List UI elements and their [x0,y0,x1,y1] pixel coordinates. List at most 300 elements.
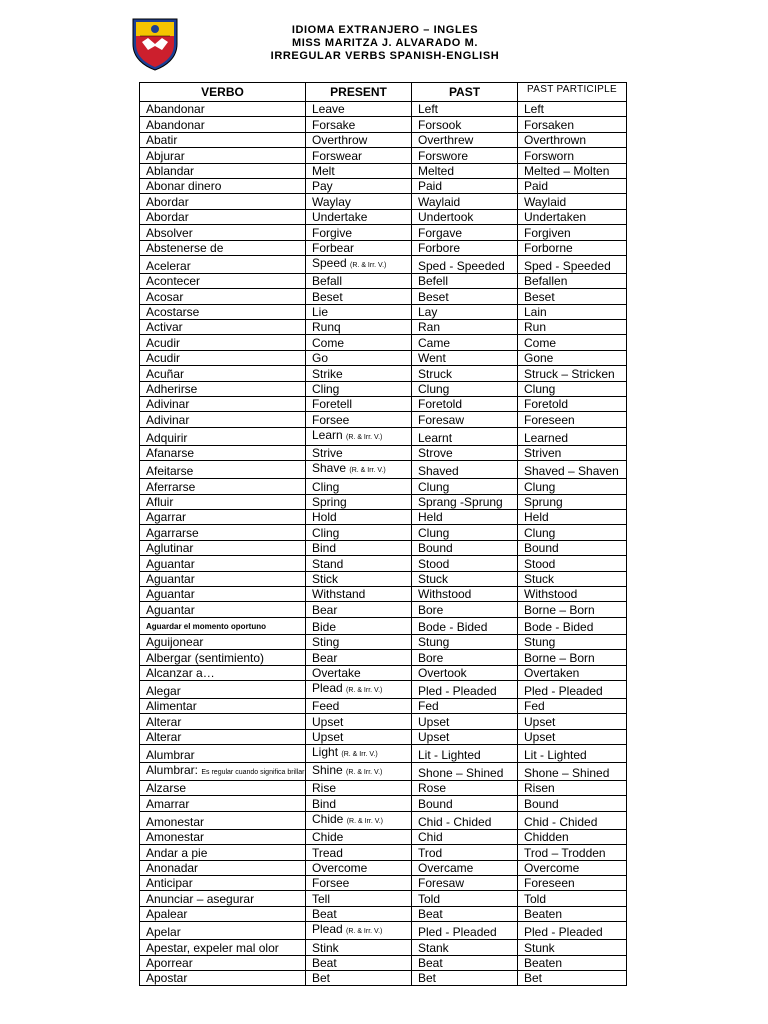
present-cell-text: Tell [312,891,331,906]
table-row [140,571,627,586]
verb-cell-text: Agarrarse [146,525,199,540]
present-cell-text: Stick [312,571,339,586]
past-cell [412,255,518,273]
past-participle-cell-text: Clung [524,525,556,540]
table-row [140,427,627,445]
table-row [140,970,627,985]
past-cell-text: Left [418,102,439,117]
past-cell-text: Pled - Pleaded [418,925,497,940]
present-cell-text: Forsee [312,876,350,891]
past-participle-cell [518,350,627,365]
present-cell [306,650,412,665]
past-cell-text: Upset [418,714,450,729]
present-cell-text: Learn [312,427,343,442]
past-cell [412,680,518,698]
past-participle-cell [518,617,627,634]
table-row [140,829,627,844]
verb-cell [140,102,306,117]
present-cell-text: Foretell [312,397,353,412]
past-cell [412,602,518,617]
past-participle-cell [518,289,627,304]
present-cell-text: Light [312,745,339,760]
verb-cell-text: Anonadar [146,861,199,876]
past-participle-cell [518,178,627,193]
past-participle-cell-text: Clung [524,479,556,494]
verb-cell [140,178,306,193]
present-cell-text: Forgive [312,225,353,240]
past-participle-cell [518,891,627,906]
past-participle-cell-text: Sped - Speeded [524,258,611,273]
past-cell [412,763,518,781]
past-cell-text: Clung [418,382,450,397]
past-participle-cell [518,955,627,970]
past-cell [412,729,518,744]
past-participle-cell [518,273,627,288]
past-participle-cell-text: Bound [524,541,559,556]
verb-cell-text: Afeitarse [146,464,194,479]
past-participle-cell-text: Lit - Lighted [524,748,587,763]
table-row [140,412,627,427]
present-cell [306,412,412,427]
present-cell [306,240,412,255]
past-participle-cell-text: Overthrown [524,133,587,148]
past-cell-text: Pled - Pleaded [418,683,497,698]
present-cell-text: Bind [312,541,337,556]
header-teacher: MISS MARITZA J. ALVARADO M. [291,37,479,49]
present-cell [306,117,412,132]
past-cell-text: Lay [418,305,438,320]
past-participle-cell-text: Shaved – Shaven [524,464,619,479]
verb-cell [140,665,306,680]
past-cell [412,350,518,365]
past-cell [412,634,518,649]
past-cell-text: Overtook [418,665,467,680]
table-row [140,335,627,350]
past-participle-cell-text: Stuck [524,571,555,586]
verb-cell [140,617,306,634]
table-row [140,163,627,178]
past-cell [412,289,518,304]
verb-cell-text: Aguantar [146,556,195,571]
verb-cell [140,209,306,224]
past-participle-cell [518,335,627,350]
verb-cell-text: Adquirir [146,430,188,445]
past-cell [412,102,518,117]
verb-cell [140,745,306,763]
table-row [140,350,627,365]
verb-cell-text: Aguantar [146,602,195,617]
past-participle-cell [518,680,627,698]
table-row [140,381,627,396]
present-cell [306,811,412,829]
present-cell-text: Chide [312,830,344,845]
past-cell [412,745,518,763]
verb-cell [140,132,306,147]
present-cell-text: Bide [312,619,337,634]
verb-cell [140,906,306,921]
past-cell-text: Chid [418,830,443,845]
table-row [140,680,627,698]
past-participle-cell-text: Held [524,510,549,525]
past-participle-cell-text: Upset [524,714,556,729]
past-participle-cell-text: Foreseen [524,876,575,891]
present-cell [306,494,412,509]
present-cell [306,381,412,396]
past-cell-text: Clung [418,525,450,540]
present-cell-text: Hold [312,510,337,525]
present-cell [306,304,412,319]
past-participle-cell-text: Chidden [524,830,569,845]
past-participle-cell-text: Stung [524,635,556,650]
verb-cell [140,366,306,381]
verb-cell-note: Es regular cuando significa brillar [201,769,305,777]
table-row [140,650,627,665]
table-row [140,891,627,906]
past-cell-text: Came [418,335,451,350]
past-participle-cell-text: Withstood [524,587,578,602]
past-participle-cell [518,845,627,860]
past-cell [412,906,518,921]
table-row [140,366,627,381]
verb-cell [140,891,306,906]
table-row [140,525,627,540]
verb-cell-text: Aguijonear [146,635,204,650]
verb-cell [140,397,306,412]
present-cell-text: Stink [312,940,339,955]
present-cell-note: (R. & Irr. V.) [350,261,387,269]
past-cell [412,366,518,381]
past-cell-text: Learnt [418,430,453,445]
table-row [140,698,627,713]
verb-cell [140,461,306,479]
table-row [140,178,627,193]
present-cell-text: Sting [312,635,340,650]
present-cell [306,955,412,970]
past-participle-cell [518,381,627,396]
present-cell [306,525,412,540]
present-cell [306,209,412,224]
past-participle-cell-text: Struck – Stricken [524,366,615,381]
past-cell-text: Stung [418,635,450,650]
past-cell-text: Shaved [418,464,459,479]
table-header-row [140,83,627,102]
past-cell [412,650,518,665]
verb-cell [140,845,306,860]
past-cell-text: Held [418,510,443,525]
past-cell [412,940,518,955]
table-row [140,194,627,209]
present-cell [306,876,412,891]
past-cell-text: Went [418,351,446,366]
verb-cell [140,163,306,178]
column-header-past-participle: PAST PARTICIPLE [518,83,627,102]
present-cell-text: Shine [312,763,343,778]
past-participle-cell [518,132,627,147]
past-cell [412,132,518,147]
present-cell [306,602,412,617]
verb-cell-text: Abatir [146,133,178,148]
verb-cell-text: Apalear [146,907,188,922]
past-cell-text: Told [418,891,441,906]
past-participle-cell [518,602,627,617]
past-participle-cell-text: Stunk [524,940,555,955]
verb-cell-text: Afanarse [146,446,195,461]
past-cell [412,698,518,713]
past-participle-cell [518,397,627,412]
past-cell [412,304,518,319]
present-cell [306,970,412,985]
past-participle-cell [518,698,627,713]
table-row [140,556,627,571]
present-cell-note: (R. & Irr. V.) [346,769,383,777]
header-title: IRREGULAR VERBS SPANISH-ENGLISH [270,50,500,62]
past-cell-text: Stood [418,556,450,571]
verb-cell [140,680,306,698]
past-participle-cell-text: Clung [524,382,556,397]
present-cell [306,906,412,921]
present-cell-text: Shave [312,461,347,476]
past-participle-cell [518,255,627,273]
verb-cell-text: Albergar (sentimiento) [146,650,265,665]
verb-cell-text: Apestar, expeler mal olor [146,940,279,955]
present-cell-text: Rise [312,781,337,796]
verb-cell-text: Abonar dinero [146,179,222,194]
past-participle-cell-text: Foreseen [524,412,575,427]
column-header-past: PAST [412,83,518,102]
past-participle-cell-text: Lain [524,305,547,320]
verb-cell-text: Amarrar [146,796,190,811]
verb-cell [140,304,306,319]
past-cell-text: Shone – Shined [418,766,504,781]
past-cell [412,225,518,240]
present-cell [306,940,412,955]
table-body [140,102,627,986]
past-cell [412,796,518,811]
present-cell-text: Bet [312,971,331,986]
past-cell-text: Foretold [418,397,463,412]
present-cell-text: Overthrow [312,133,368,148]
verb-cell-text: Abordar [146,210,189,225]
past-cell-text: Bet [418,971,437,986]
present-cell-text: Overtake [312,665,361,680]
past-cell-text: Withstood [418,587,472,602]
past-cell-text: Upset [418,730,450,745]
past-participle-cell [518,763,627,781]
present-cell-text: Withstand [312,587,366,602]
table-row [140,540,627,555]
past-participle-cell-text: Come [524,335,557,350]
past-participle-cell-text: Foretold [524,397,569,412]
verb-cell-text: Apostar [146,971,188,986]
present-cell [306,427,412,445]
past-participle-cell-text: Beaten [524,907,563,922]
past-participle-cell-text: Waylaid [524,194,567,209]
verb-cell [140,955,306,970]
table-row [140,781,627,796]
verb-cell-text: Acostarse [146,305,200,320]
past-participle-cell [518,209,627,224]
past-cell [412,556,518,571]
past-participle-cell-text: Striven [524,446,562,461]
verb-cell [140,427,306,445]
verb-cell-text: Acontecer [146,274,201,289]
past-participle-cell-text: Bet [524,971,543,986]
past-cell-text: Beat [418,907,443,922]
past-cell [412,781,518,796]
past-cell-text: Paid [418,179,443,194]
past-cell [412,178,518,193]
verb-cell-text: Ablandar [146,163,195,178]
present-cell-text: Melt [312,163,335,178]
past-cell-text: Undertook [418,210,474,225]
past-cell [412,811,518,829]
past-participle-cell [518,540,627,555]
table-row [140,445,627,460]
past-cell [412,397,518,412]
verb-cell [140,922,306,940]
verb-cell-text: Abjurar [146,148,185,163]
past-participle-cell [518,240,627,255]
table-row [140,132,627,147]
past-participle-cell [518,445,627,460]
past-participle-cell [518,829,627,844]
past-participle-cell [518,304,627,319]
document-header [200,24,570,63]
verb-cell-text: Adivinar [146,397,190,412]
present-cell-text: Runq [312,320,341,335]
past-participle-cell [518,906,627,921]
past-participle-cell-text: Beset [524,289,555,304]
present-cell-text: Chide [312,811,344,826]
present-cell-text: Bear [312,650,338,665]
verb-cell-text: Anunciar – asegurar [146,891,255,906]
verb-cell [140,255,306,273]
verb-cell-text: Activar [146,320,183,335]
present-cell [306,509,412,524]
past-cell [412,479,518,494]
verb-cell-text: Acuñar [146,366,185,381]
past-participle-cell-text: Run [524,320,547,335]
verb-cell [140,335,306,350]
past-cell [412,412,518,427]
present-cell-note: (R. & Irr. V.) [346,817,384,825]
past-cell [412,970,518,985]
present-cell-text: Strive [312,446,343,461]
past-cell-text: Befell [418,274,449,289]
verb-cell [140,781,306,796]
present-cell-text: Cling [312,382,340,397]
past-cell [412,586,518,601]
present-cell [306,617,412,634]
past-participle-cell [518,970,627,985]
present-cell [306,829,412,844]
past-cell-text: Overcame [418,861,474,876]
present-cell-text: Forsake [312,117,356,132]
past-participle-cell-text: Forgiven [524,225,571,240]
present-cell [306,225,412,240]
verb-cell-text: Amonestar [146,814,205,829]
past-cell-text: Forsook [418,117,462,132]
present-cell-text: Befall [312,274,343,289]
past-participle-cell [518,634,627,649]
past-participle-cell-text: Shone – Shined [524,766,610,781]
verb-cell [140,763,306,781]
verb-cell [140,509,306,524]
past-participle-cell-text: Stood [524,556,556,571]
column-header-verbo: VERBO [140,83,306,102]
present-cell-text: Stand [312,556,344,571]
present-cell [306,178,412,193]
verb-cell-text: Alterar [146,714,182,729]
present-cell-text: Beset [312,289,343,304]
past-cell [412,829,518,844]
past-participle-cell-text: Borne – Born [524,650,595,665]
verb-cell-text: Aferrarse [146,479,196,494]
present-cell [306,796,412,811]
verb-cell-text: Alumbrar: [146,763,199,778]
present-cell [306,540,412,555]
present-cell [306,556,412,571]
past-participle-cell-text: Melted – Molten [524,163,610,178]
past-cell [412,845,518,860]
table-row [140,320,627,335]
present-cell-text: Beat [312,907,337,922]
table-row [140,148,627,163]
past-cell-text: Trod [418,845,443,860]
past-cell-text: Strove [418,446,453,461]
table-row [140,586,627,601]
present-cell [306,586,412,601]
past-participle-cell [518,714,627,729]
past-participle-cell-text: Overcome [524,861,580,876]
table-row [140,906,627,921]
past-cell [412,381,518,396]
present-cell [306,665,412,680]
present-cell [306,860,412,875]
past-participle-cell [518,366,627,381]
past-participle-cell-text: Fed [524,699,545,714]
verb-cell-text: Aglutinar [146,541,194,556]
verb-cell-text: Andar a pie [146,845,208,860]
table-row [140,225,627,240]
present-cell [306,335,412,350]
verb-cell [140,320,306,335]
past-cell [412,714,518,729]
verb-cell-text: Apelar [146,925,181,940]
table-row [140,955,627,970]
past-participle-cell-text: Forsworn [524,148,575,163]
past-participle-cell-text: Befallen [524,274,568,289]
table-row [140,860,627,875]
verb-cell-text: Aguantar [146,587,195,602]
verb-cell-text: Acosar [146,289,184,304]
past-cell [412,320,518,335]
verb-cell [140,714,306,729]
past-cell-text: Bound [418,541,453,556]
header-subject: IDIOMA EXTRANJERO – INGLES [291,24,479,36]
past-participle-cell-text: Learned [524,430,569,445]
past-cell [412,209,518,224]
verb-cell-text: Aguantar [146,571,195,586]
present-cell [306,571,412,586]
past-cell [412,335,518,350]
verb-cell [140,729,306,744]
verb-cell-text: Alzarse [146,781,187,796]
past-participle-cell-text: Left [524,102,545,117]
past-participle-cell-text: Chid - Chided [524,814,598,829]
present-cell-text: Come [312,335,345,350]
past-participle-cell-text: Upset [524,730,556,745]
